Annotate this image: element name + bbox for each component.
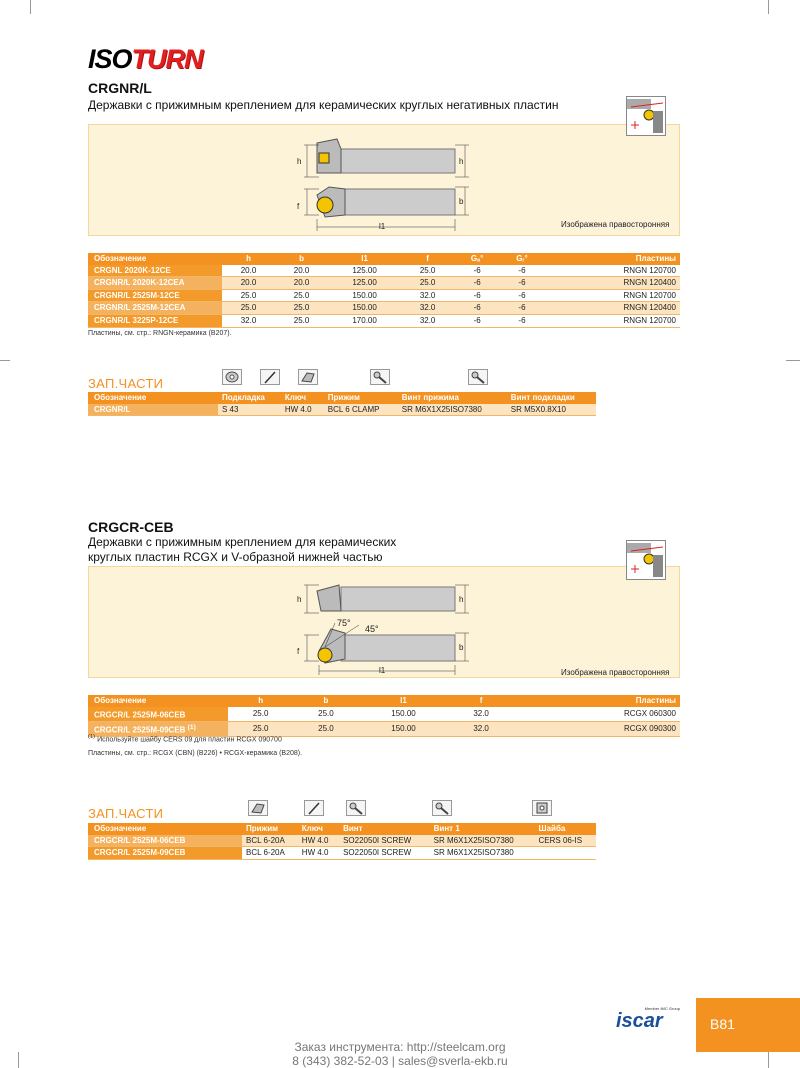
dim-b-label: b xyxy=(459,197,464,206)
dim-l1-label: l1 xyxy=(379,666,386,675)
diagram-caption: Изображена правосторонняя xyxy=(561,220,670,229)
section-description: Державки с прижимным креплением для керамических круглых негативных пластин xyxy=(88,98,559,112)
table-row: CRGCR/L 2525M-09CEB $^{(1)}$ 25.0 25.0 150.00 32.0 RCGX 090300 xyxy=(88,721,680,736)
screw-icon xyxy=(346,800,366,816)
shim-icon xyxy=(222,369,242,385)
isoturn-logo: ISOTURN xyxy=(88,44,203,74)
crop-mark xyxy=(18,1052,19,1068)
dim-h-label: h xyxy=(459,595,464,604)
section-description: Державки с прижимным креплением для керамических xyxy=(88,535,397,549)
contact-info: 8 (343) 382-52-03 | sales@sverla-ekb.ru xyxy=(292,1054,508,1068)
holders-table xyxy=(88,695,680,737)
key-icon xyxy=(260,369,280,385)
screw-icon xyxy=(432,800,452,816)
crop-mark xyxy=(30,0,31,14)
angle-label: 75° xyxy=(337,618,351,628)
table-row: CRGNR/L 2525M-12CEA 25.0 25.0 150.00 32.0 -6 -6 RNGN 120400 xyxy=(88,302,680,315)
table-row: CRGNL 2020K-12CE 20.0 20.0 125.00 25.0 -6 -6 RNGN 120700 xyxy=(88,265,680,277)
dim-h-label: h xyxy=(297,157,302,166)
crop-mark xyxy=(0,360,10,361)
tool-diagram xyxy=(88,124,680,236)
screw-icon xyxy=(370,369,390,385)
footnote: $^{(1)}$ Используйте шайбу CERS 09 для пластин RCGX 090700 xyxy=(88,734,282,744)
table-row: CRGCR/L 2525M-09CEB BCL 6-20A HW 4.0 SO22050I SCREW SR M6X1X25ISO7380 xyxy=(88,847,596,860)
order-info: Заказ инструмента: http://steelcam.org xyxy=(294,1040,506,1054)
crop-mark xyxy=(786,360,800,361)
diagram-caption: Изображена правосторонняя xyxy=(561,668,670,677)
clamp-icon xyxy=(248,800,268,816)
orientation-icon xyxy=(626,540,666,580)
dim-b-label: b xyxy=(459,643,464,652)
tool-diagram xyxy=(88,566,680,678)
washer-icon xyxy=(532,800,552,816)
crop-mark xyxy=(768,0,769,14)
dim-l1-label: l1 xyxy=(379,222,386,231)
spare-parts-title: ЗАП.ЧАСТИ xyxy=(88,376,164,391)
section-code: CRGNR/L xyxy=(88,80,152,96)
table-row: CRGCR/L 2525M-06CEB 25.0 25.0 150.00 32.0 RCGX 060300 xyxy=(88,707,680,722)
table-row: CRGNR/L 3225P-12CE 32.0 25.0 170.00 32.0 -6 -6 RNGN 120700 xyxy=(88,314,680,327)
clamp-icon xyxy=(298,369,318,385)
iscar-logo: Member IMC Group iscar xyxy=(616,1006,680,1032)
holders-table xyxy=(88,253,680,328)
table-header: Обозначение Прижим Ключ Винт Винт 1 Шайба xyxy=(88,823,596,835)
table-row: CRGNR/L S 43 HW 4.0 BCL 6 CLAMP SR M6X1X25ISO7380 SR M5X0.8X10 xyxy=(88,404,596,416)
dim-h-label: h xyxy=(297,595,302,604)
inserts-note: Пластины, см. стр.: RNGN-керамика (B207). xyxy=(88,330,232,337)
table-header: Обозначение Подкладка Ключ Прижим Винт прижима Винт подкладки xyxy=(88,392,596,404)
crop-mark xyxy=(768,1052,769,1068)
inserts-note: Пластины, см. стр.: RCGX (CBN) (B226) • RCGX-керамика (B208). xyxy=(88,750,303,757)
spare-parts-table xyxy=(88,392,596,416)
table-header: Обозначение h b l1 f Gₐ° Gᵣ° Пластины xyxy=(88,253,680,265)
screw-icon xyxy=(468,369,488,385)
table-row: CRGCR/L 2525M-06CEB BCL 6-20A HW 4.0 SO22050I SCREW SR M6X1X25ISO7380 CERS 06-IS xyxy=(88,835,596,847)
orientation-icon xyxy=(626,96,666,136)
key-icon xyxy=(304,800,324,816)
spare-parts-table xyxy=(88,823,596,860)
dim-f-label: f xyxy=(297,202,300,211)
section-code: CRGCR-CEB xyxy=(88,519,174,535)
table-row: CRGNR/L 2525M-12CE 25.0 25.0 150.00 32.0 -6 -6 RNGN 120700 xyxy=(88,289,680,302)
dim-f-label: f xyxy=(297,647,300,656)
page-number: B81 xyxy=(696,998,800,1052)
angle-label: 45° xyxy=(365,624,379,634)
dim-h-label: h xyxy=(459,157,464,166)
table-row: CRGNR/L 2020K-12CEA 20.0 20.0 125.00 25.0 -6 -6 RNGN 120400 xyxy=(88,277,680,290)
spare-parts-title: ЗАП.ЧАСТИ xyxy=(88,806,164,821)
section-description: круглых пластин RCGX и V-образной нижней частью xyxy=(88,550,383,564)
table-header: Обозначение h b l1 f Пластины xyxy=(88,695,680,707)
